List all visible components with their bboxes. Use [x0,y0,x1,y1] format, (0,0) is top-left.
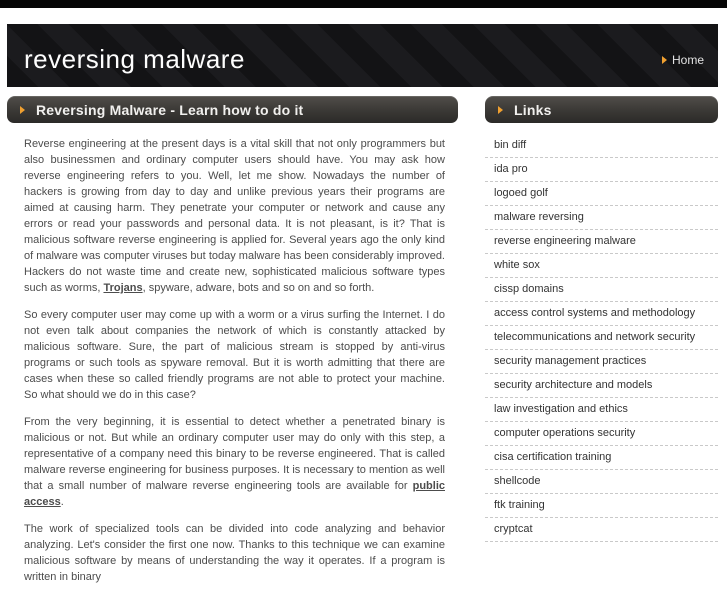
links-list [485,134,718,542]
sidebar-link-item[interactable]: cissp domains [485,278,718,302]
sidebar-link-item[interactable]: ftk training [485,494,718,518]
sidebar-link-item[interactable]: bin diff [485,134,718,158]
sidebar-link-item[interactable]: computer operations security [485,422,718,446]
right-arrow-icon [662,56,667,64]
inline-link[interactable]: public access [24,480,445,508]
sidebar-link-item[interactable]: cisa certification training [485,446,718,470]
sidebar-link-item[interactable]: security architecture and models [485,374,718,398]
nav-home-label: Home [671,53,704,67]
article-paragraph: Reverse engineering at the present days is a vital skill that not only programmers but also businessmen and ordinary computer users should have. You may ask how reverse engineering refers to you. Well, let me show. Nowadays the number of hackers is growing from day to day and unlike previous years their programs are aimed at causing harm. They penetrate your computer or network and cause any errors or read your passwords and personal data. It is not pleasant, is it? That is malicious software reverse engineering is applied for. Several years ago the only kind of malware was computer viruses but today malware has been considerably improved. Hackers do not waste time and create new, sophisticated malicious software types such as worms, Trojans, spyware, adware, bots and so on and so forth. [24,138,445,294]
inline-link[interactable]: Trojans [103,282,143,294]
links-section-title: Links [514,101,552,118]
nav-home-link[interactable] [662,53,704,67]
right-arrow-icon [498,106,503,114]
page-container [7,24,718,596]
article-section-title: Reversing Malware - Learn how to do it [36,101,304,118]
sidebar-link-item[interactable]: law investigation and ethics [485,398,718,422]
sidebar-link-item[interactable]: cryptcat [485,518,718,542]
site-title[interactable]: reversing malware [24,44,245,74]
article-paragraph: From the very beginning, it is essential to detect whether a penetrated binary is malicious or not. But while an ordinary computer user may do only with this step, a representative of a company need this binary to be reverse engineered. That is called malware reverse engineering for business purposes. It is necessary to mention as well that a small number of malware reverse engineering tools are available for public access. [24,416,445,508]
sidebar-link-item[interactable]: security management practices [485,350,718,374]
sidebar-link-item[interactable]: reverse engineering malware [485,230,718,254]
site-header [7,24,718,87]
sidebar-link-item[interactable]: shellcode [485,470,718,494]
article-section-header [7,96,458,123]
right-arrow-icon [20,106,25,114]
links-section-header [485,96,718,123]
article-body [7,136,458,585]
sidebar-link-item[interactable]: access control systems and methodology [485,302,718,326]
main-column [7,96,458,596]
content-columns [7,96,718,596]
sidebar-link-item[interactable]: telecommunications and network security [485,326,718,350]
sidebar-link-item[interactable]: ida pro [485,158,718,182]
sidebar-link-item[interactable]: white sox [485,254,718,278]
top-strip [0,0,727,8]
sidebar [485,96,718,596]
sidebar-link-item[interactable]: malware reversing [485,206,718,230]
article-paragraph: The work of specialized tools can be divided into code analyzing and behavior analyzing. Let's consider the first one now. Thanks to this technique we can examine malicious software by means of understanding the way it operates. If a program is written in binary [24,523,445,583]
article-paragraph: So every computer user may come up with a worm or a virus surfing the Internet. I do not even talk about companies the network of which is constantly attacked by malicious software. Sure, the part of malicious stream is stopped by anti-virus programs or such tools as spyware removal. But it is worth admitting that there are cases when these so called friendly programs are not able to protect your machine. So what should we do in this case? [24,309,445,401]
sidebar-link-item[interactable]: logoed golf [485,182,718,206]
